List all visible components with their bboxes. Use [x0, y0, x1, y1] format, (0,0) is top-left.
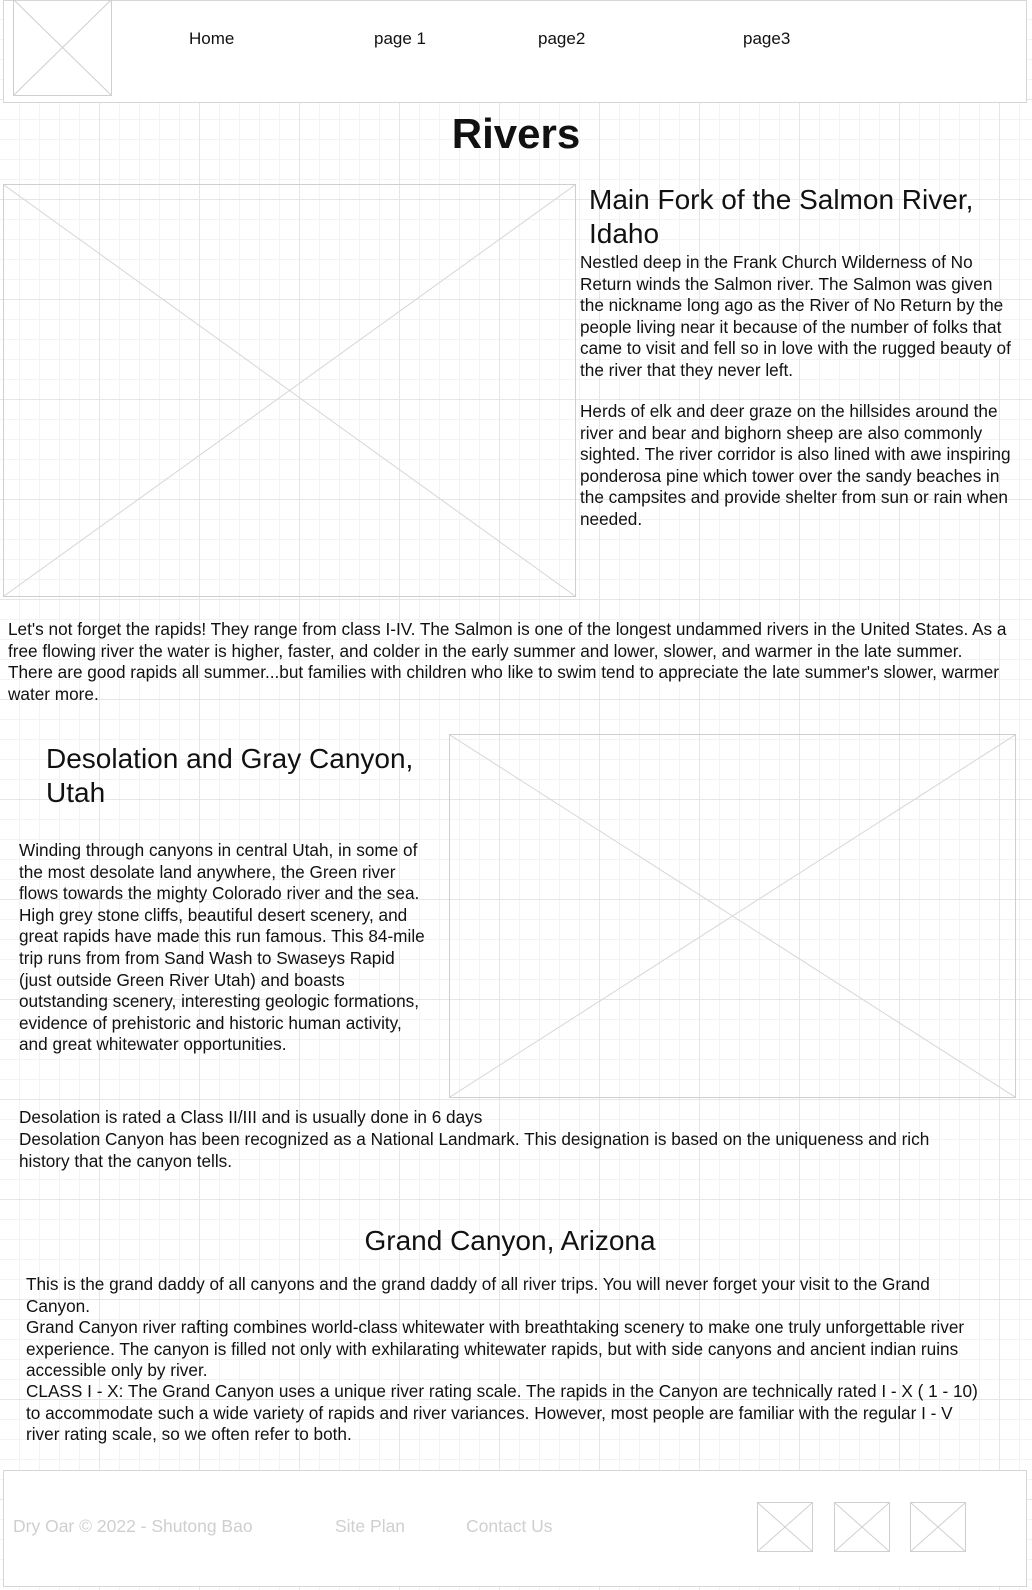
- nav-home-link[interactable]: Home: [189, 29, 235, 48]
- nav-page3-link[interactable]: page3: [743, 29, 791, 48]
- desolation-paragraph-2: Desolation is rated a Class II/III and is usually done in 6 days: [19, 1107, 483, 1127]
- desolation-paragraph-1: Winding through canyons in central Utah, in some of the most desolate land anywhere, the Green river flows towards the mighty Colorado river and the sea. High grey stone cliffs, beautiful desert scenery, and great rapids have made this run famous. This 84-mile trip runs from from Sand Wash to Swaseys Rapid (just outside Green River Utah) and boasts outstanding scenery, interesting geologic formations, evidence of prehistoric and historic human activity, and great whitewater opportunities.: [19, 840, 425, 1055]
- salmon-paragraph-2: Herds of elk and deer graze on the hillsides around the river and bear and bighorn sheep are also commonly sighted. The river corridor is also lined with awe inspiring ponderosa pine which tower over the sandy beaches in the campsites and provide shelter from sun or rain when needed.: [580, 401, 1011, 529]
- social-icon-1[interactable]: [757, 1502, 813, 1552]
- salmon-paragraph-1: Nestled deep in the Frank Church Wilderness of No Return winds the Salmon river. The Salmon was given the nickname long ago as the River of No Return by the people living near it because of the number of folks that came to visit and fell so in love with the rugged beauty of the river that they never left.: [580, 252, 1011, 380]
- footer-contact-link[interactable]: Contact Us: [466, 1516, 553, 1536]
- grand-paragraph-2: Grand Canyon river rafting combines world-class whitewater with breathtaking scenery to make one truly unforgettable river experience. The canyon is filled not only with exhilarating whitewater rapids, but with side canyons and ancient indian ruins accessible only by river.: [26, 1317, 965, 1381]
- footer-copyright: Dry Oar © 2022 - Shutong Bao: [13, 1516, 253, 1536]
- social-icon-3[interactable]: [910, 1502, 966, 1552]
- salmon-image-placeholder: [3, 184, 576, 597]
- desolation-heading: Desolation and Gray Canyon, Utah: [46, 743, 414, 808]
- desolation-paragraph-3: Desolation Canyon has been recognized as a National Landmark. This designation is based on the uniqueness and rich history that the canyon tells.: [19, 1129, 930, 1171]
- logo-placeholder-icon[interactable]: [13, 0, 112, 96]
- grand-paragraph-3: CLASS I - X: The Grand Canyon uses a unique river rating scale. The rapids in the Canyon are technically rated I - X ( 1 - 10) to accommodate such a wide variety of rapids and river variances. However, most people are familiar with the regular I - V river rating scale, so we often refer to both.: [26, 1381, 978, 1445]
- site-header: [3, 0, 1027, 103]
- page-title: Rivers: [451, 110, 581, 157]
- grand-paragraph-1: This is the grand daddy of all canyons and the grand daddy of all river trips. You will never forget your visit to the Grand Canyon.: [26, 1274, 930, 1316]
- desolation-image-placeholder: [449, 734, 1016, 1098]
- salmon-heading: Main Fork of the Salmon River, Idaho: [589, 184, 974, 249]
- social-icon-2[interactable]: [834, 1502, 890, 1552]
- nav-page1-link[interactable]: page 1: [374, 29, 426, 48]
- nav-page2-link[interactable]: page2: [538, 29, 586, 48]
- salmon-rapids-paragraph: Let's not forget the rapids! They range from class I-IV. The Salmon is one of the longest undammed rivers in the United States. As a free flowing river the water is higher, faster, and colder in the early summer and lower, slower, and warmer in the late summer. There are good rapids all summer...but families with children who like to swim tend to appreciate the late summer's slower, warmer water more.: [8, 619, 1007, 704]
- grand-heading: Grand Canyon, Arizona: [364, 1225, 656, 1256]
- footer-site-plan-link[interactable]: Site Plan: [335, 1516, 406, 1536]
